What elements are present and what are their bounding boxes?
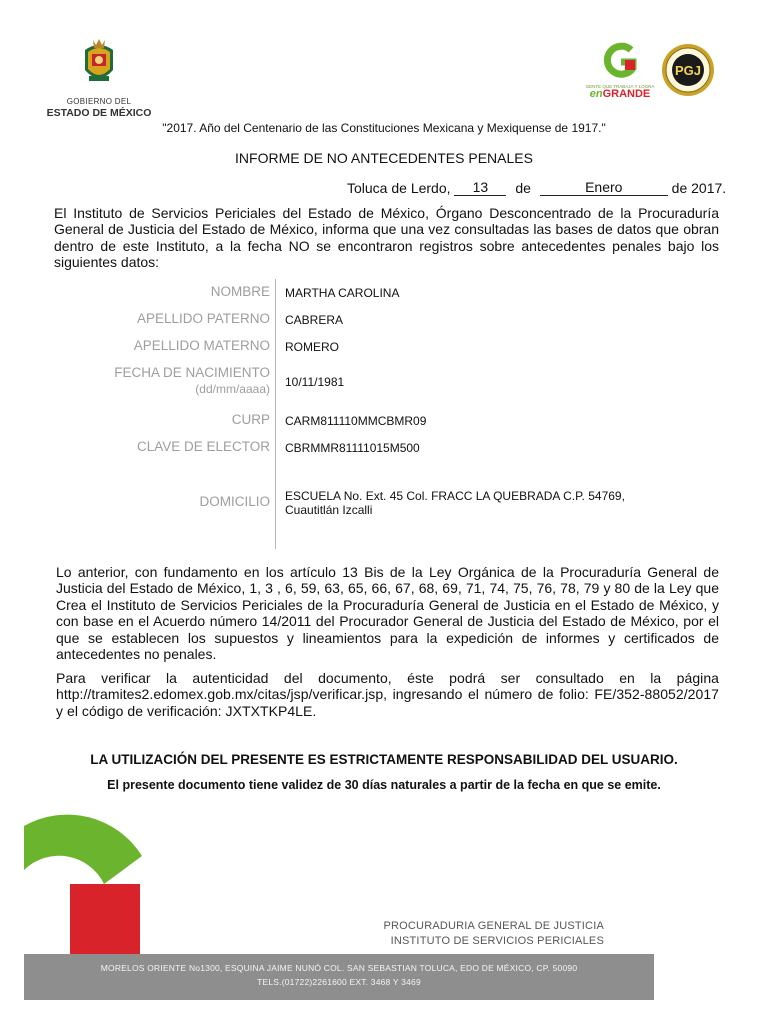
gov-logo-line2: ESTADO DE MÉXICO bbox=[46, 107, 152, 119]
field-value: MARTHA CAROLINA bbox=[285, 286, 400, 300]
field-label-format: (dd/mm/aaaa) bbox=[195, 382, 270, 396]
intro-paragraph: El Instituto de Servicios Periciales del Estado de México, Órgano Desconcentrado de la Procuraduría General de Justicia del Estado de México, informa que una vez consultadas las bases de datos que obran dentro de este Instituto, a la fecha NO se encontraron registros sobre antecedentes penales bajo los siguientes datos: bbox=[54, 205, 719, 271]
field-value: ROMERO bbox=[285, 340, 339, 354]
field-label: CLAVE DE ELECTOR bbox=[136, 439, 270, 454]
field-value: CABRERA bbox=[285, 313, 344, 327]
verification-paragraph: Para verificar la autenticidad del documento, éste podrá ser consultado en la página http://tramites2.edomex.gob.mx/citas/jsp/verificar.jsp, ingresando el número de folio: FE/352-88052/2017 y el código de verificación: JXTXTKP4LE. bbox=[56, 670, 719, 719]
page-title: INFORME DE NO ANTECEDENTES PENALES bbox=[235, 150, 533, 166]
field-label: DOMICILIO bbox=[199, 494, 270, 509]
field-value-line1: ESCUELA No. Ext. 45 Col. FRACC LA QUEBRADA C.P. 54769, bbox=[285, 489, 625, 503]
pgj-label: PGJ bbox=[674, 63, 702, 78]
field-label: NOMBRE bbox=[210, 284, 270, 299]
pgj-seal-icon bbox=[661, 43, 715, 97]
date-day: 13 bbox=[454, 179, 506, 196]
field-value bbox=[285, 489, 665, 517]
field-value-line2: Cuautitlán Izcalli bbox=[285, 503, 373, 517]
field-label-main: FECHA DE NACIMIENTO bbox=[114, 365, 270, 380]
field-value: CARM811110MMCBMR09 bbox=[285, 414, 427, 428]
g-footer-logo-icon bbox=[24, 812, 144, 962]
date-connector: de bbox=[515, 180, 531, 196]
field-label bbox=[114, 365, 270, 397]
engrande-logo bbox=[584, 42, 656, 100]
footer-institution-line1: PROCURADURIA GENERAL DE JUSTICIA bbox=[383, 920, 604, 932]
field-label: APELLIDO MATERNO bbox=[133, 338, 270, 353]
motto-line: "2017. Año del Centenario de las Constituciones Mexicana y Mexiquense de 1917." bbox=[162, 121, 606, 135]
legal-basis-paragraph: Lo anterior, con fundamento en los artículo 13 Bis de la Ley Orgánica de la Procuraduría General de Justicia del Estado de México, 1, 3 , 6, 59, 63, 65, 66, 67, 68, 69, 71, 74, 75, 76, 78, 79 y 80 de la Ley que Crea el Instituto de Servicios Periciales de la Procuraduría General de Justicia en el Estado de México, y con base en el Acuerdo número 14/2011 del Procurador General de Justicia del Estado de México, por el que se establecen los supuestos y lineamientos para la expedición de informes y certificados de antecedentes no penales. bbox=[56, 564, 719, 663]
date-line bbox=[347, 179, 726, 196]
footer-institution-line2: INSTITUTO DE SERVICIOS PERICIALES bbox=[390, 935, 604, 947]
date-month: Enero bbox=[540, 179, 668, 196]
date-suffix: de 2017. bbox=[671, 180, 727, 196]
field-label: CURP bbox=[231, 412, 270, 427]
gov-logo-line1: GOBIERNO DEL bbox=[66, 97, 132, 106]
personal-data-table bbox=[100, 279, 700, 549]
field-value: 10/11/1981 bbox=[285, 375, 345, 389]
gobierno-edomex-logo bbox=[44, 36, 154, 119]
engrande-en: en bbox=[589, 88, 603, 100]
footer-institution bbox=[383, 919, 604, 949]
engrande-wordmark bbox=[584, 89, 656, 100]
footer-address-bar bbox=[24, 954, 654, 1000]
footer-phones: TELS.(01722)2261600 EXT. 3468 Y 3469 bbox=[257, 977, 421, 987]
responsibility-notice: LA UTILIZACIÓN DEL PRESENTE ES ESTRICTAMENTE RESPONSABILIDAD DEL USUARIO. bbox=[90, 752, 678, 767]
field-label: APELLIDO PATERNO bbox=[136, 311, 270, 326]
footer-address: MORELOS ORIENTE No1300, ESQUINA JAIME NUNÓ COL. SAN SEBASTIAN TOLUCA, EDO DE MÉXICO, CP. 50090 bbox=[100, 963, 578, 973]
engrande-tagline: GENTE QUE TRABAJA Y LOGRA bbox=[585, 84, 655, 89]
date-prefix: Toluca de Lerdo, bbox=[347, 180, 451, 196]
table-divider bbox=[275, 279, 276, 549]
g-brand-icon bbox=[601, 42, 639, 78]
engrande-grande: GRANDE bbox=[602, 88, 651, 100]
state-seal-icon bbox=[79, 36, 119, 90]
field-value: CBRMMR81111015M500 bbox=[285, 441, 420, 455]
validity-notice: El presente documento tiene validez de 30 días naturales a partir de la fecha en que se emite. bbox=[107, 778, 661, 792]
